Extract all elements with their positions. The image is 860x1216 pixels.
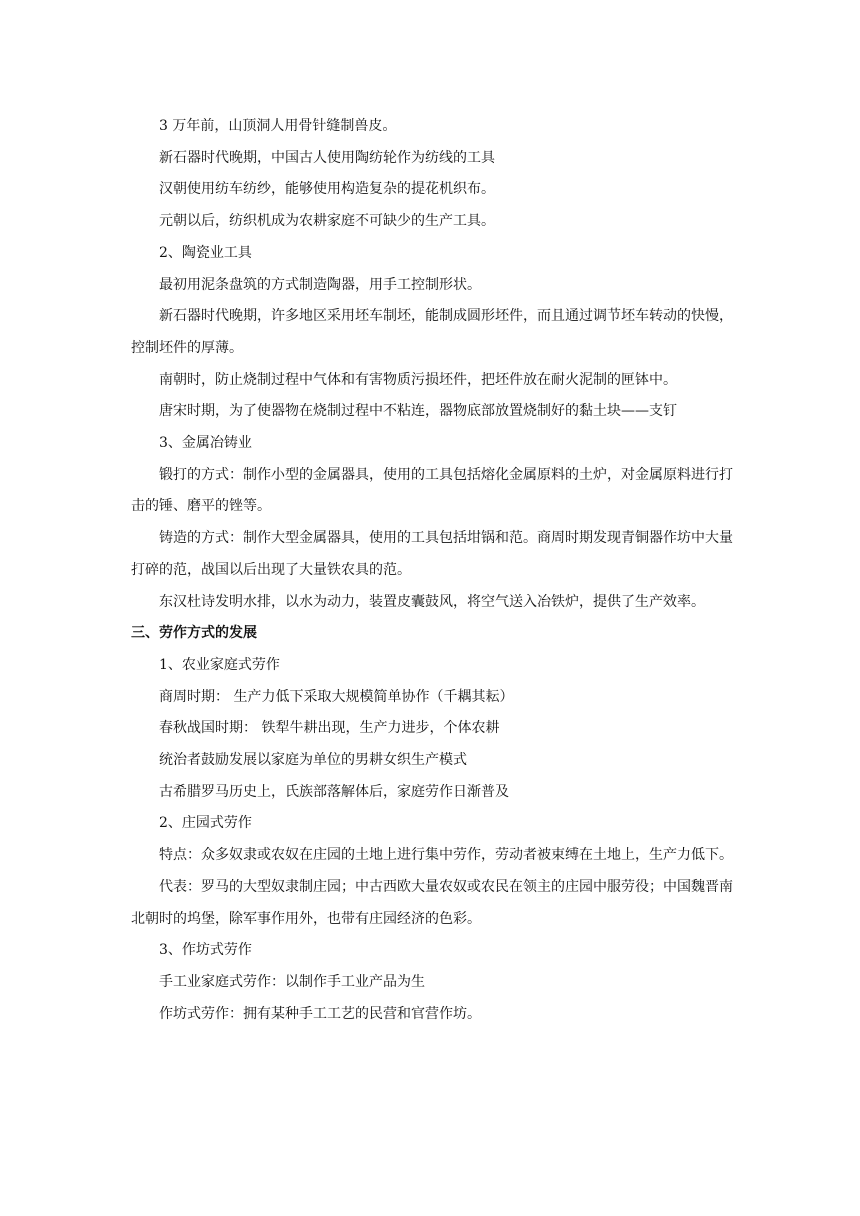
subsection-title: 2、陶瓷业工具: [159, 244, 252, 261]
paragraph: 代表：罗马的大型奴隶制庄园；中古西欧大量农奴或农民在领主的庄园中服劳役；中国魏晋南北朝时的坞堡，除军事作用外，也带有庄园经济的色彩。: [131, 878, 733, 927]
paragraph: 唐宋时期，为了使器物在烧制过程中不粘连，器物底部放置烧制好的黏土块——支钉: [159, 403, 677, 420]
paragraph: 3 万年前，山顶洞人用骨针缝制兽皮。: [159, 118, 397, 134]
paragraph: 统治者鼓励发展以家庭为单位的男耕女织生产模式: [159, 752, 467, 769]
section-heading: 三、劳作方式的发展: [131, 625, 257, 642]
paragraph: 手工业家庭式劳作：以制作手工业产品为生: [159, 973, 425, 990]
subsection-title: 2、庄园式劳作: [159, 815, 252, 832]
paragraph: 汉朝使用纺车纺纱，能够使用构造复杂的提花机织布。: [159, 181, 495, 198]
paragraph: 特点：众多奴隶或农奴在庄园的土地上进行集中劳作，劳动者被束缚在土地上，生产力低下。: [159, 847, 733, 864]
paragraph: 春秋战国时期： 铁犁牛耕出现，生产力进步，个体农耕: [159, 720, 500, 737]
paragraph: 南朝时，防止烧制过程中气体和有害物质污损坯件，把坯件放在耐火泥制的匣钵中。: [159, 371, 677, 388]
document-body: [131, 111, 733, 1030]
subsection-title: 3、金属冶铸业: [159, 435, 252, 452]
paragraph: 东汉杜诗发明水排，以水为动力，装置皮囊鼓风，将空气送入冶铁炉，提供了生产效率。: [159, 593, 705, 610]
paragraph: 作坊式劳作：拥有某种手工工艺的民营和官营作坊。: [159, 1005, 481, 1022]
paragraph: 新石器时代晚期，中国古人使用陶纺轮作为纺线的工具: [159, 149, 495, 166]
subsection-title: 1、农业家庭式劳作: [159, 656, 280, 673]
paragraph: 古希腊罗马历史上，氏族部落解体后，家庭劳作日渐普及: [159, 783, 509, 800]
paragraph: 商周时期： 生产力低下采取大规模简单协作（千耦其耘）: [159, 688, 514, 705]
paragraph: 铸造的方式：制作大型金属器具，使用的工具包括坩锅和范。商周时期发现青铜器作坊中大量打碎的范，战国以后出现了大量铁农具的范。: [131, 530, 733, 578]
paragraph: 新石器时代晚期，许多地区采用坯车制坯，能制成圆形坯件，而且通过调节坯车转动的快慢，控制坯件的厚薄。: [131, 308, 733, 356]
paragraph: 锻打的方式：制作小型的金属器具，使用的工具包括熔化金属原料的土炉，对金属原料进行打击的锤、磨平的锉等。: [131, 466, 733, 515]
subsection-title: 3、作坊式劳作: [159, 942, 252, 959]
paragraph: 元朝以后，纺织机成为农耕家庭不可缺少的生产工具。: [159, 213, 495, 230]
paragraph: 最初用泥条盘筑的方式制造陶器，用手工控制形状。: [159, 276, 481, 293]
